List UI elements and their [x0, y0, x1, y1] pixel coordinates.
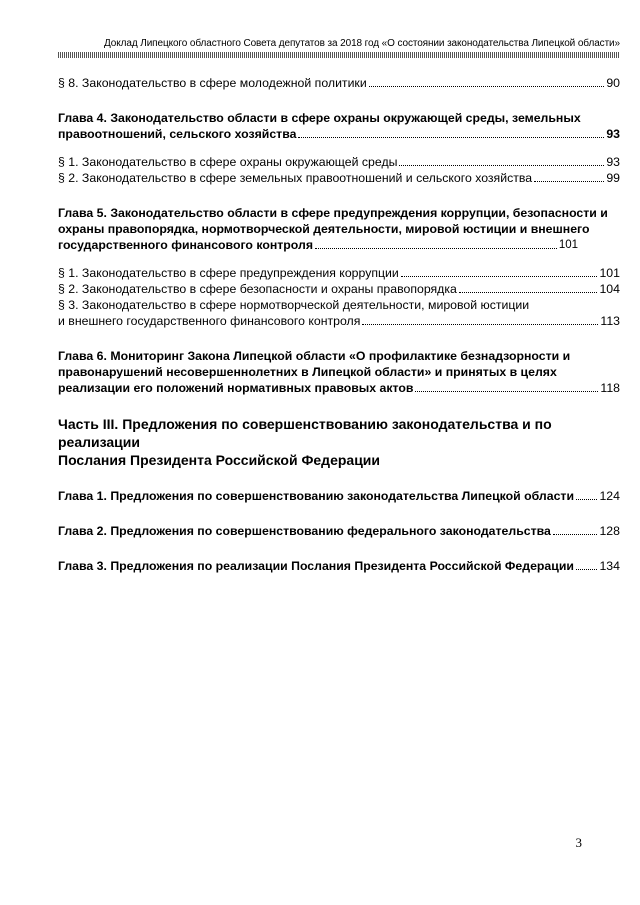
toc-entry-text: реализации его положений нормативных правовых актов: [58, 381, 414, 395]
toc-page-number: 128: [599, 524, 620, 538]
toc-entry-part3-ch3[interactable]: [58, 558, 620, 574]
toc-entry-text: § 1. Законодательство в сфере охраны окружающей среды: [58, 155, 398, 169]
toc-entry-text: правоотношений, сельского хозяйства: [58, 127, 297, 141]
running-header: Доклад Липецкого областного Совета депутатов за 2018 год «О состоянии законодательства Липецкой области»: [103, 38, 620, 49]
toc-entry-text: § 1. Законодательство в сфере предупреждения коррупции: [58, 266, 399, 280]
toc-entry-ch5-s2[interactable]: [58, 281, 620, 297]
toc-page-number: 113: [600, 314, 620, 328]
toc-entry-text: Глава 6. Мониторинг Закона Липецкой области «О профилактике безнадзорности и: [58, 349, 571, 363]
toc-entry-text: Глава 4. Законодательство области в сфере охраны окружающей среды, земельных: [58, 111, 581, 125]
toc-entry-text: Глава 3. Предложения по реализации Послания Президента Российской Федерации: [58, 559, 574, 573]
toc-page-number: 134: [599, 559, 620, 573]
dot-leader: [401, 276, 598, 277]
toc-entry-chapter-6[interactable]: [58, 348, 620, 396]
toc-page-number: 118: [600, 381, 620, 395]
toc-entry-text: правонарушений несовершеннолетних в Липецкой области» и принятых в целях: [58, 365, 557, 379]
toc-part-3-heading[interactable]: [58, 415, 620, 469]
toc-entry-text: § 2. Законодательство в сфере безопасности и охраны правопорядка: [58, 282, 457, 296]
table-of-contents: [58, 75, 620, 574]
dot-leader: [415, 391, 598, 392]
toc-entry-text: § 3. Законодательство в сфере нормотворческой деятельности, мировой юстиции: [58, 298, 530, 312]
toc-page-number: 90: [606, 76, 620, 90]
dot-leader: [369, 86, 605, 87]
dot-leader: [576, 569, 598, 570]
toc-page-number: 93: [606, 127, 620, 141]
toc-entry-text: Глава 1. Предложения по совершенствованию законодательства Липецкой области: [58, 489, 575, 503]
dot-leader: [362, 324, 598, 325]
header-rule: [58, 52, 620, 58]
toc-entry-chapter-5[interactable]: [58, 205, 620, 253]
dot-leader: [576, 499, 597, 500]
toc-entry-ch5-s1[interactable]: [58, 265, 620, 281]
dot-leader: [315, 248, 557, 249]
toc-page-number: 101: [558, 239, 578, 251]
part-heading-text: Послания Президента Российской Федерации: [58, 452, 381, 468]
toc-page-number: 101: [599, 266, 620, 280]
dot-leader: [534, 181, 604, 182]
toc-page-number: 93: [606, 155, 620, 169]
toc-entry-ch5-s3[interactable]: [58, 297, 620, 329]
toc-page-number: 99: [606, 171, 620, 185]
dot-leader: [399, 165, 604, 166]
toc-entry-text: и внешнего государственного финансового контроля: [58, 314, 361, 328]
toc-entry-text: Глава 5. Законодательство области в сфере предупреждения коррупции, безопасности и: [58, 206, 608, 220]
toc-entry-text: § 2. Законодательство в сфере земельных правоотношений и сельского хозяйства: [58, 171, 533, 185]
toc-entry-ch4-s2[interactable]: [58, 170, 620, 186]
toc-entry-chapter-4[interactable]: [58, 110, 620, 142]
dot-leader: [459, 292, 598, 293]
part-heading-text: Часть III. Предложения по совершенствованию законодательства и по реализации: [58, 416, 552, 450]
toc-page-number: 104: [599, 282, 620, 296]
toc-page-number: 124: [599, 489, 620, 503]
dot-leader: [553, 534, 598, 535]
toc-entry-ch4-s1[interactable]: [58, 154, 620, 170]
toc-entry-part3-ch1[interactable]: [58, 488, 620, 504]
toc-entry-s8[interactable]: [58, 75, 620, 91]
toc-entry-text: охраны правопорядка, нормотворческой деятельности, мировой юстиции и внешнего: [58, 222, 590, 236]
toc-entry-text: § 8. Законодательство в сфере молодежной политики: [58, 76, 367, 90]
page-number: 3: [575, 835, 582, 850]
dot-leader: [298, 137, 604, 138]
toc-entry-part3-ch2[interactable]: [58, 523, 620, 539]
toc-entry-text: Глава 2. Предложения по совершенствованию федерального законодательства: [58, 524, 551, 538]
toc-entry-text: государственного финансового контроля: [58, 238, 314, 252]
